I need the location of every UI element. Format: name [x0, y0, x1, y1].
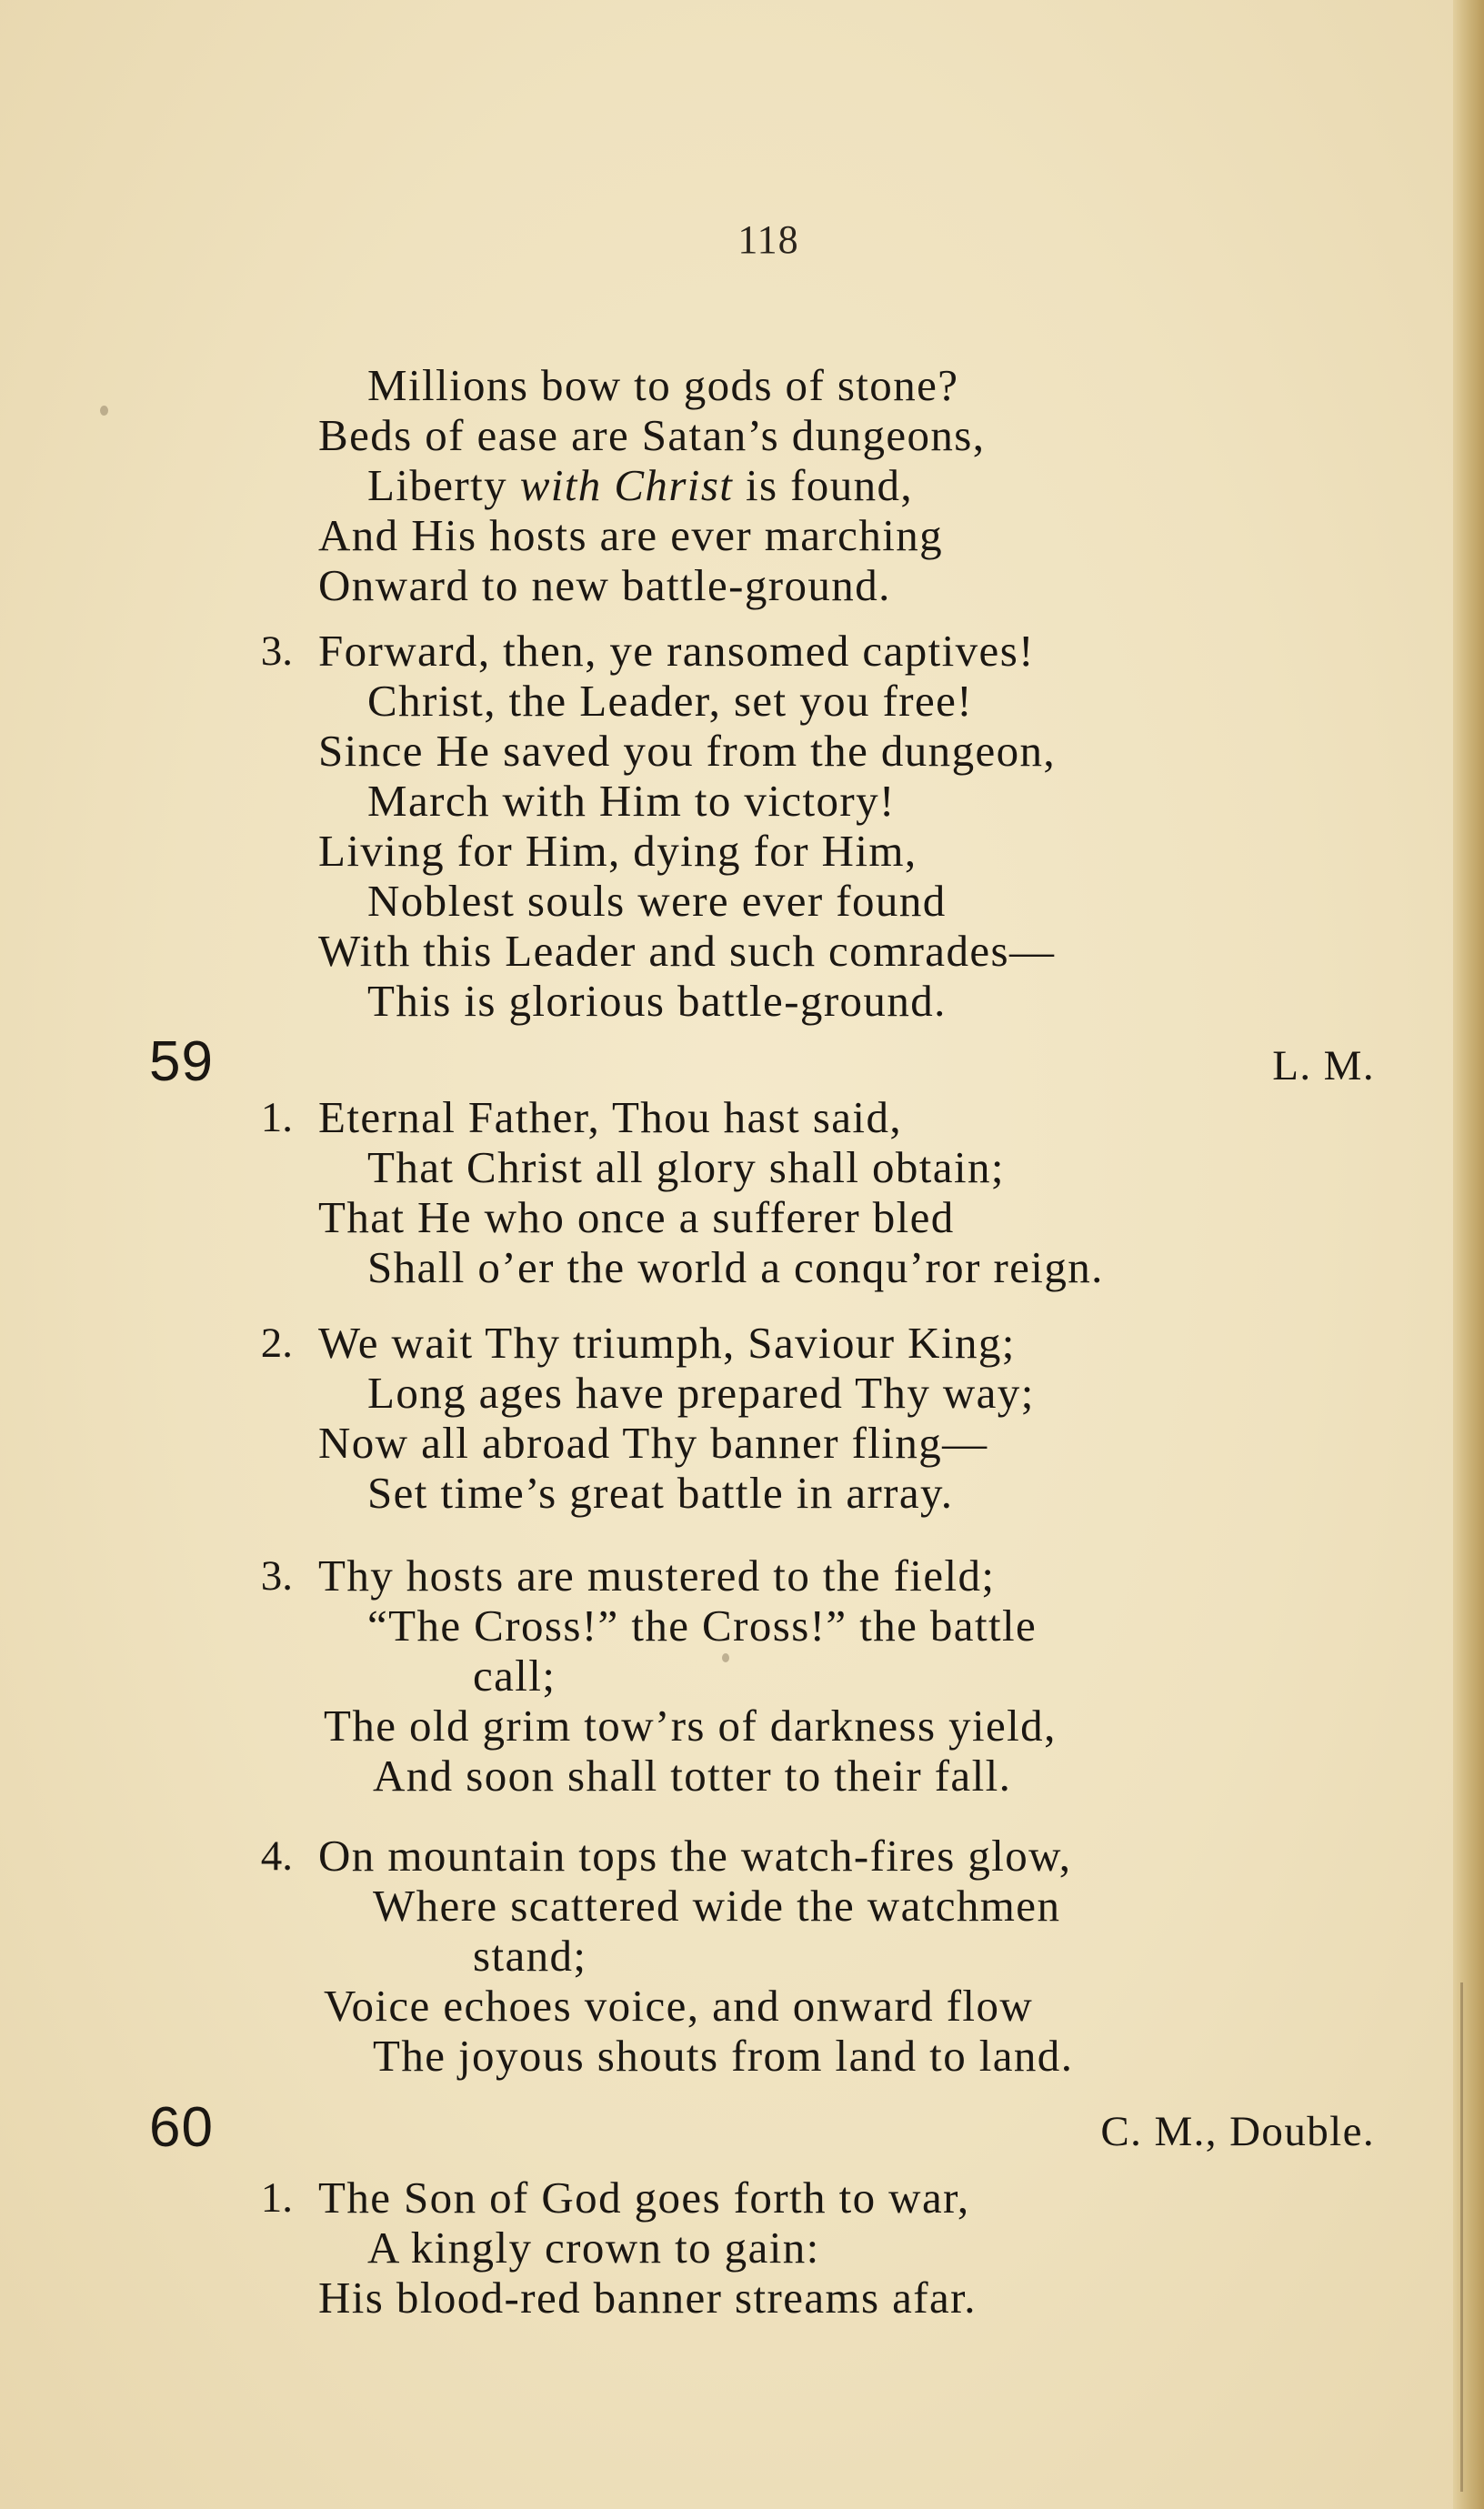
verse-line: The joyous shouts from land to land. — [373, 2031, 1074, 2081]
verse-line: Liberty with Christ is found, — [367, 460, 914, 510]
verse-line: Where scattered wide the watchmen — [373, 1881, 1061, 1931]
hymn-number: 59 — [149, 1030, 214, 1093]
verse-line: Set time’s great battle in array. — [367, 1468, 954, 1518]
verse-line: His blood-red banner streams afar. — [318, 2273, 977, 2323]
verse-line: Since He saved you from the dungeon, — [318, 726, 1057, 776]
verse-line: Shall o’er the world a conqu’ror reign. — [367, 1242, 1104, 1292]
verse-line: Onward to new battle-ground. — [318, 560, 891, 610]
verse-line: Christ, the Leader, set you free! — [367, 676, 974, 726]
verse-line: Beds of ease are Satan’s dungeons, — [318, 410, 986, 460]
verse-number: 3. — [260, 627, 293, 675]
verse-line: Thy hosts are mustered to the field; — [318, 1551, 996, 1601]
verse-line: The old grim tow’rs of darkness yield, — [324, 1701, 1057, 1751]
verse-number: 4. — [260, 1832, 293, 1880]
ink-speck — [722, 1653, 729, 1662]
verse-line: Voice echoes voice, and onward flow — [324, 1981, 1034, 2031]
verse-line: We wait Thy triumph, Saviour King; — [318, 1318, 1016, 1368]
page-number: 118 — [737, 217, 799, 262]
verse-line: This is glorious battle-ground. — [367, 976, 947, 1026]
verse-line: With this Leader and such comrades— — [318, 926, 1056, 976]
page-edge-shadow — [1453, 0, 1484, 2509]
verse-line: Forward, then, ye ransomed captives! — [318, 626, 1035, 676]
verse-line: And His hosts are ever marching — [318, 510, 944, 560]
verse-line: “The Cross!” the Cross!” the battle — [367, 1601, 1038, 1651]
verse-line: Millions bow to gods of stone? — [367, 360, 959, 410]
verse-line: stand; — [473, 1931, 587, 1981]
verse-line: On mountain tops the watch-fires glow, — [318, 1831, 1072, 1881]
verse-line: And soon shall totter to their fall. — [373, 1751, 1012, 1801]
hymn-meter: C. M., Double. — [1100, 2108, 1375, 2155]
verse-line: A kingly crown to gain: — [367, 2223, 820, 2273]
verse-line: Long ages have prepared Thy way; — [367, 1368, 1035, 1418]
verse-line: Eternal Father, Thou hast said, — [318, 1092, 902, 1142]
verse-number: 1. — [260, 1094, 293, 1141]
hymn-meter: L. M. — [1272, 1042, 1375, 1089]
verse-line: That Christ all glory shall obtain; — [367, 1142, 1005, 1192]
verse-number: 3. — [260, 1552, 293, 1600]
verse-number: 1. — [260, 2174, 293, 2222]
verse-line: Noblest souls were ever found — [367, 876, 947, 926]
verse-line: The Son of God goes forth to war, — [318, 2173, 970, 2223]
verse-line: March with Him to victory! — [367, 776, 896, 826]
verse-line: Living for Him, dying for Him, — [318, 826, 917, 876]
verse-line: That He who once a sufferer bled — [318, 1192, 955, 1242]
verse-line: call; — [473, 1651, 556, 1701]
hymn-number: 60 — [149, 2096, 214, 2159]
ink-speck — [100, 406, 108, 416]
verse-line: Now all abroad Thy banner fling— — [318, 1418, 988, 1468]
verse-number: 2. — [260, 1320, 293, 1367]
